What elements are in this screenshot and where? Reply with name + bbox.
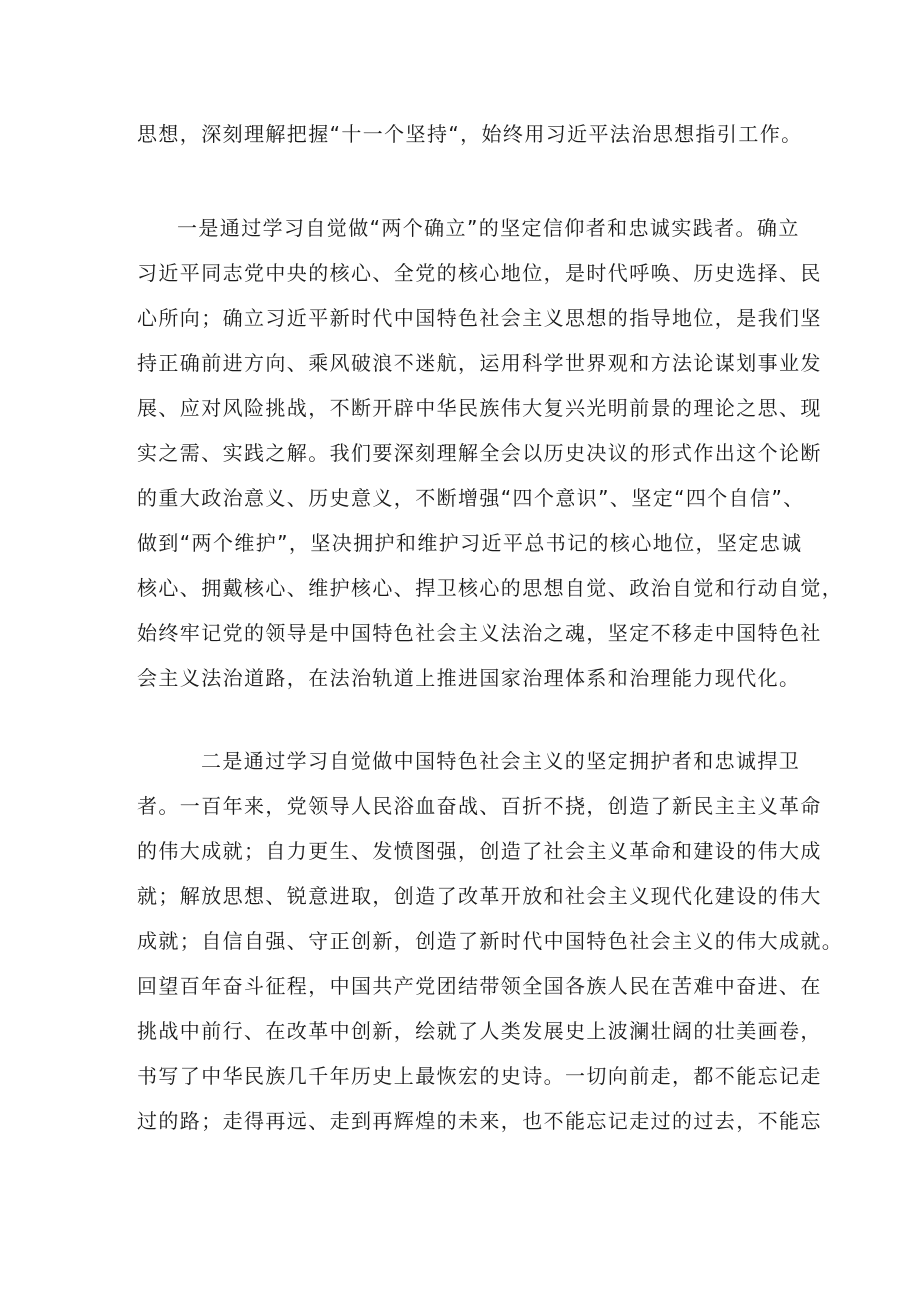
text-line: 回望百年奋斗征程，中国共产党团结带领全国各族人民在苦难中奋进、在 — [137, 974, 822, 998]
text-line: 书写了中华民族几千年历史上最恢宏的史诗。一切向前走，都不能忘记走 — [137, 1064, 822, 1088]
text-line: 者。一百年来，党领导人民浴血奋战、百折不挠，创造了新民主主义革命 — [137, 794, 822, 818]
text-line: 的重大政治意义、历史意义，不断增强“四个意识”、坚定“四个自信”、 — [137, 486, 805, 510]
text-line: 心所向；确立习近平新时代中国特色社会主义思想的指导地位，是我们坚 — [137, 306, 822, 330]
text-line: 习近平同志党中央的核心、全党的核心地位，是时代呼唤、历史选择、民 — [137, 261, 822, 285]
text-line: 的伟大成就；自力更生、发愤图强，创造了社会主义革命和建设的伟大成 — [137, 839, 822, 863]
text-line: 核心、拥戴核心、维护核心、捍卫核心的思想自觉、政治自觉和行动自觉， — [137, 576, 844, 600]
text-line: 成就；自信自强、守正创新，创造了新时代中国特色社会主义的伟大成就。 — [137, 929, 844, 953]
text-line: 持正确前进方向、乘风破浪不迷航，运用科学世界观和方法论谋划事业发 — [137, 351, 822, 375]
text-line: 思想，深刻理解把握“十一个坚持“，始终用习近平法治思想指引工作。 — [137, 122, 803, 146]
text-line: 会主义法治道路，在法治轨道上推进国家治理体系和治理能力现代化。 — [137, 666, 801, 690]
text-line: 过的路；走得再远、走到再辉煌的未来，也不能忘记走过的过去，不能忘 — [137, 1109, 822, 1133]
text-line: 挑战中前行、在改革中创新，绘就了人类发展史上波澜壮阔的壮美画卷， — [137, 1019, 822, 1043]
text-line: 展、应对风险挑战，不断开辟中华民族伟大复兴光明前景的理论之思、现 — [137, 396, 822, 420]
text-line: 就；解放思想、锐意进取，创造了改革开放和社会主义现代化建设的伟大 — [137, 884, 822, 908]
text-line: 实之需、实践之解。我们要深刻理解全会以历史决议的形式作出这个论断 — [137, 441, 822, 465]
text-line: 二是通过学习自觉做中国特色社会主义的坚定拥护者和忠诚捍卫 — [201, 749, 801, 773]
text-line: 一是通过学习自觉做“两个确立”的坚定信仰者和忠诚实践者。确立 — [177, 216, 800, 240]
text-line: 始终牢记党的领导是中国特色社会主义法治之魂，坚定不移走中国特色社 — [137, 621, 822, 645]
text-line: 做到“两个维护”，坚决拥护和维护习近平总书记的核心地位，坚定忠诚 — [137, 531, 803, 555]
